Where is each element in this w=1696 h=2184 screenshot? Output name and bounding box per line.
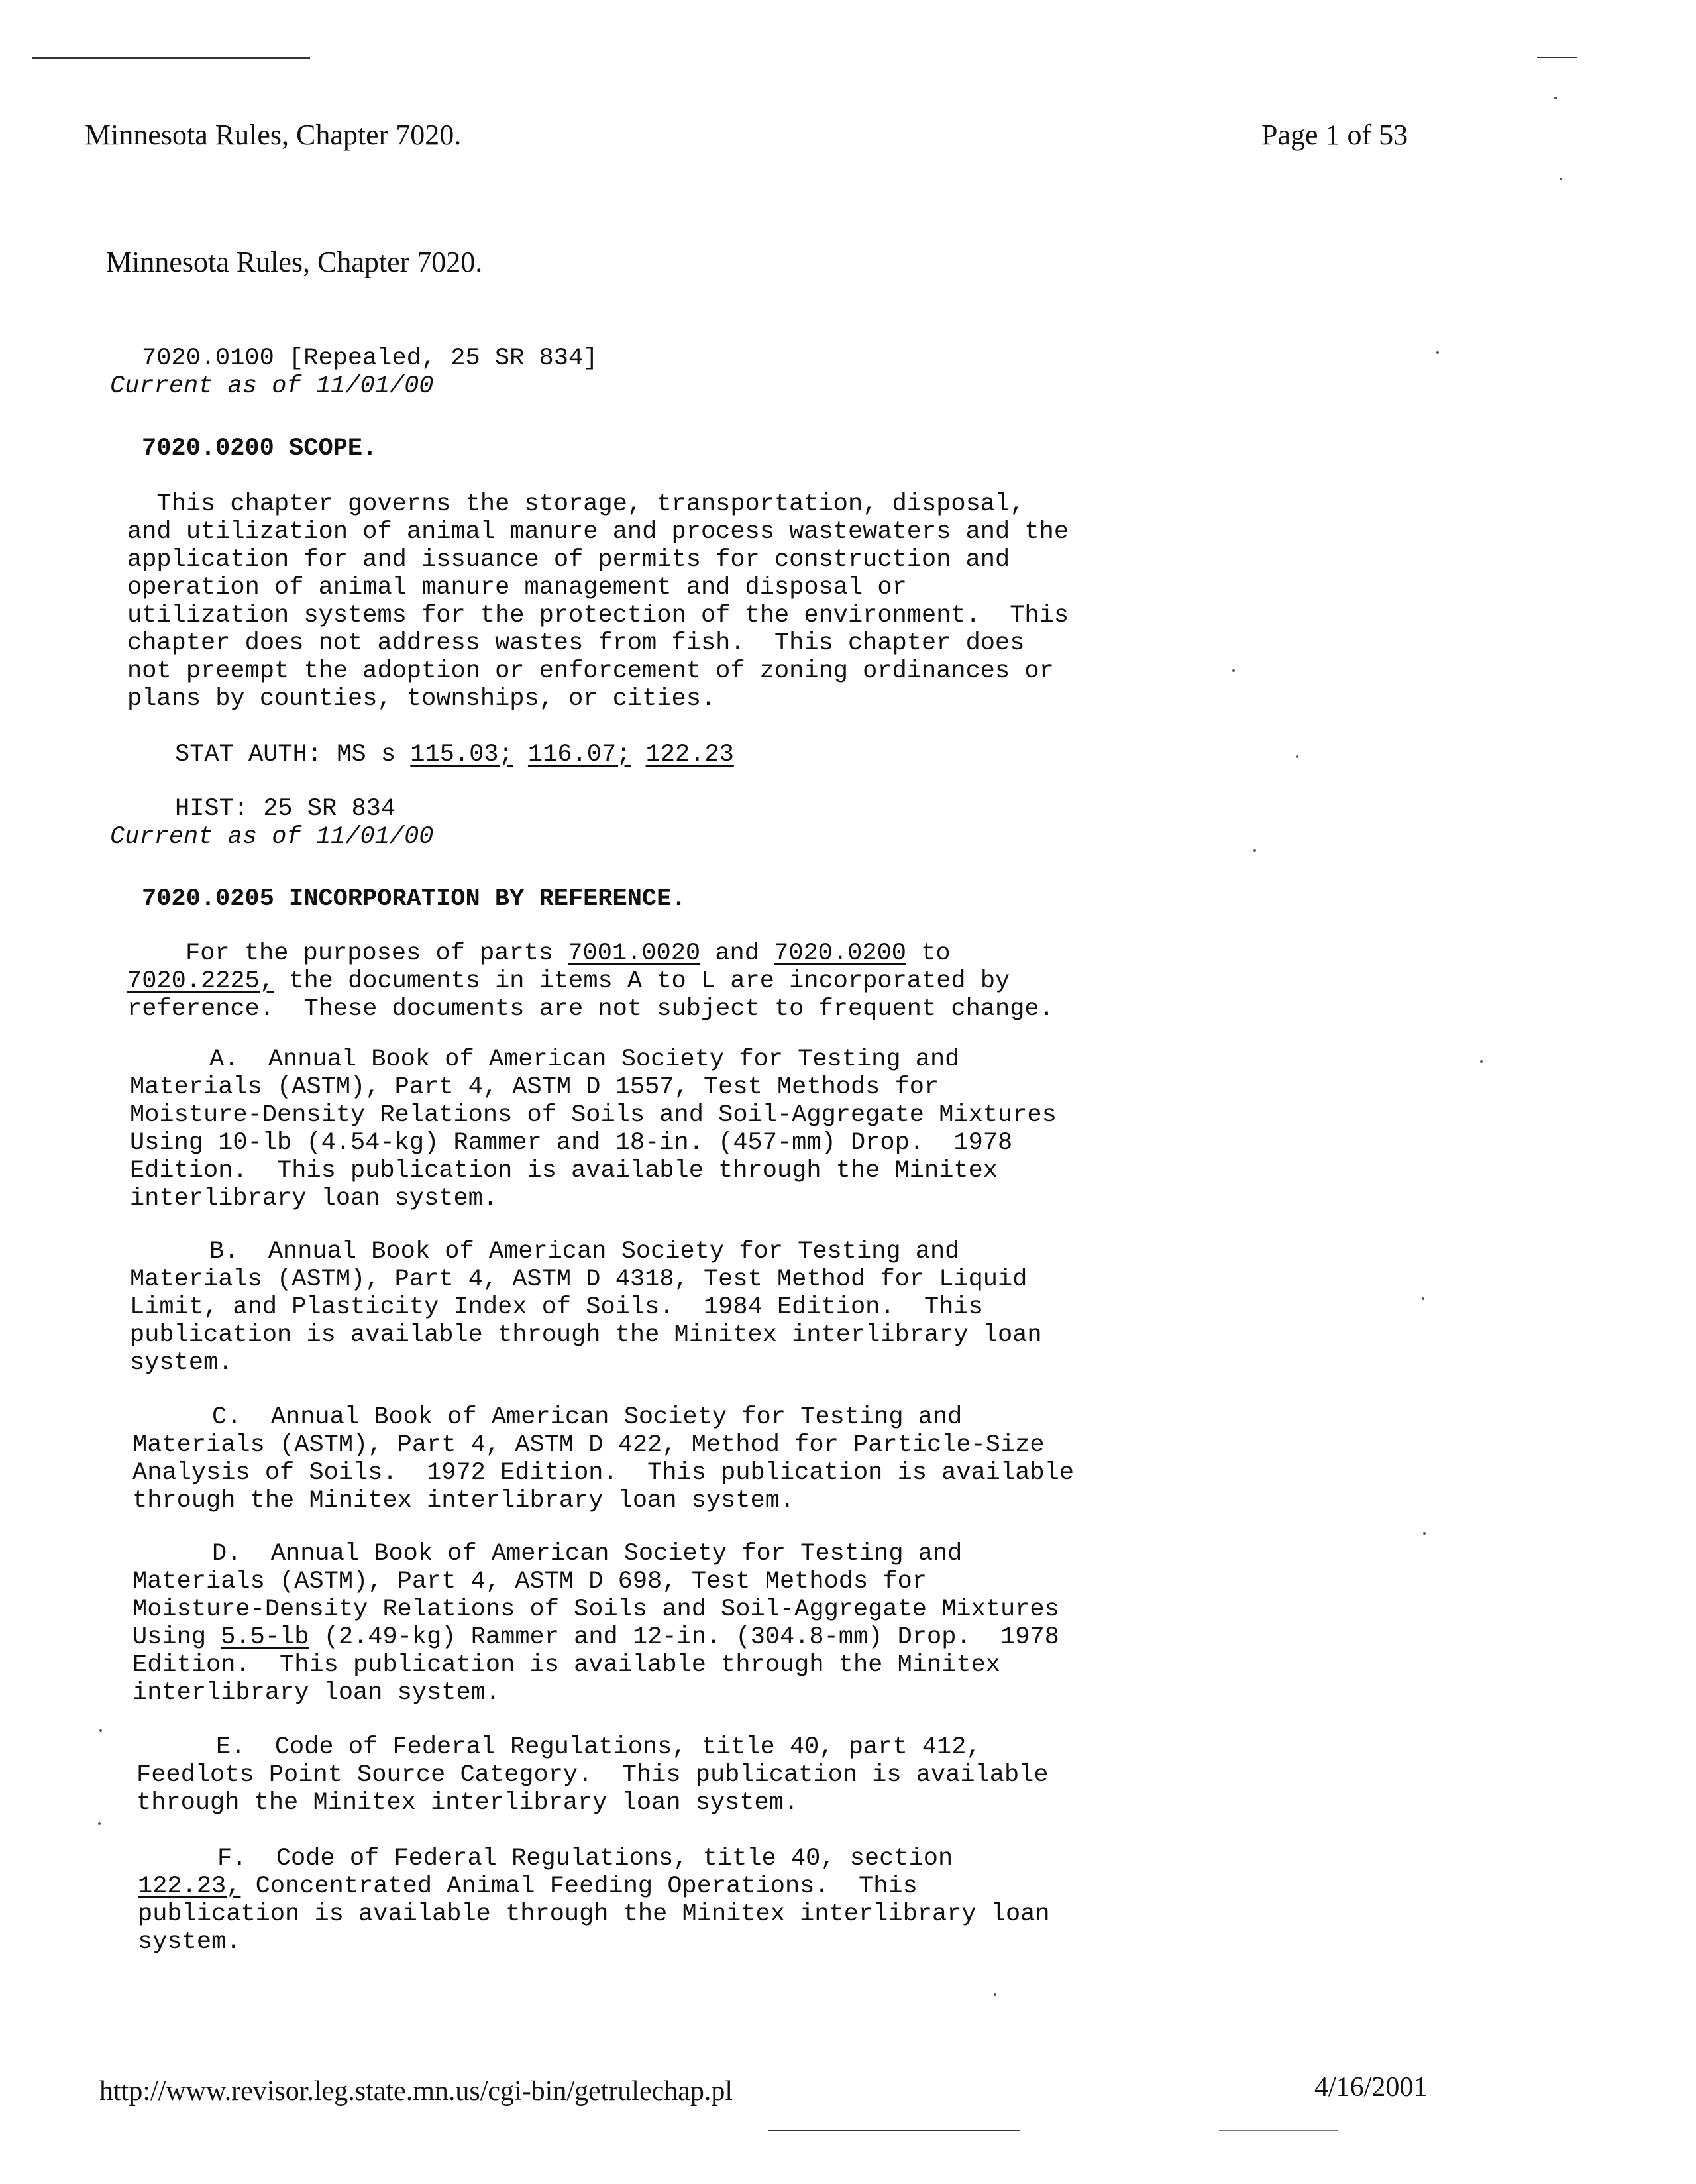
body-line: and utilization of animal manure and process wastewaters and the <box>127 518 1069 546</box>
link-7020-0200[interactable]: 7020.0200 <box>774 940 907 967</box>
scan-speck <box>1480 1060 1483 1063</box>
item-a-line: Materials (ASTM), Part 4, ASTM D 1557, Test Methods for <box>130 1073 939 1101</box>
item-a <box>130 1046 1057 1213</box>
item-b-line: publication is available through the Minitex interlibrary loan <box>130 1321 1042 1349</box>
scan-speck <box>1560 178 1562 180</box>
item-b <box>130 1238 1042 1377</box>
scan-speck <box>1253 849 1256 852</box>
item-a-line: Edition. This publication is available through the Minitex <box>130 1157 998 1185</box>
body-line: plans by counties, townships, or cities. <box>127 685 716 713</box>
item-e <box>136 1733 1049 1817</box>
item-a-line: Moisture-Density Relations of Soils and Soil-Aggregate Mixtures <box>130 1101 1057 1129</box>
item-d-line: D. Annual Book of American Society for Testing and <box>212 1540 963 1568</box>
footer-rule-right <box>1219 2130 1338 2131</box>
item-b-line: system. <box>130 1349 233 1377</box>
scan-speck <box>1296 755 1298 758</box>
item-d <box>132 1540 1059 1707</box>
intro-text: to <box>906 940 951 967</box>
item-d-line: Edition. This publication is available through the Minitex <box>132 1651 1001 1679</box>
section-0205-heading: 7020.0205 INCORPORATION BY REFERENCE. <box>142 885 686 913</box>
footer-date: 4/16/2001 <box>1314 2072 1428 2102</box>
stat-auth-line <box>175 741 734 769</box>
item-d-text: (2.49-kg) Rammer and 12-in. (304.8-mm) Drop. 1978 <box>309 1623 1059 1651</box>
link-5-5-lb[interactable]: 5.5-lb <box>221 1623 309 1651</box>
intro-text: the documents in items A to L are incorporated by <box>274 967 1010 995</box>
item-e-line: Feedlots Point Source Category. This publication is available <box>136 1761 1049 1789</box>
item-c-line: through the Minitex interlibrary loan system. <box>132 1487 795 1515</box>
item-c-line: Materials (ASTM), Part 4, ASTM D 422, Method for Particle-Size <box>132 1431 1045 1459</box>
item-c <box>132 1403 1074 1515</box>
header-chapter-title: Minnesota Rules, Chapter 7020. <box>85 119 462 151</box>
top-rule <box>32 57 310 59</box>
item-f-line: publication is available through the Minitex interlibrary loan <box>138 1900 1050 1928</box>
intro-line-2 <box>127 967 1054 995</box>
body-line: application for and issuance of permits for construction and <box>127 546 1010 574</box>
item-a-line: interlibrary loan system. <box>130 1185 498 1213</box>
scan-speck <box>99 1729 102 1732</box>
stat-link-122-23[interactable]: 122.23 <box>645 741 734 769</box>
body-line: not preempt the adoption or enforcement of zoning ordinances or <box>127 657 1054 685</box>
footer-rule <box>768 2130 1020 2131</box>
body-line: utilization systems for the protection of the environment. This <box>127 602 1069 629</box>
item-c-line: Analysis of Soils. 1972 Edition. This publication is available <box>132 1459 1075 1487</box>
item-d-line: Materials (ASTM), Part 4, ASTM D 698, Test Methods for <box>132 1568 927 1596</box>
item-d-line: interlibrary loan system. <box>132 1679 501 1707</box>
stat-link-115-03[interactable]: 115.03; <box>410 741 513 769</box>
scan-speck <box>1422 1297 1424 1300</box>
intro-line-1 <box>127 940 1054 967</box>
scan-speck <box>1554 97 1557 99</box>
section-0100-heading: 7020.0100 [Repealed, 25 SR 834] <box>142 345 598 372</box>
page-indicator: Page 1 of 53 <box>1261 119 1408 151</box>
link-122-23[interactable]: 122.23, <box>138 1873 241 1900</box>
link-7020-2225[interactable]: 7020.2225, <box>127 967 275 995</box>
body-line: This chapter governs the storage, transportation, disposal, <box>127 490 1025 518</box>
item-d-line: Moisture-Density Relations of Soils and Soil-Aggregate Mixtures <box>132 1596 1059 1623</box>
item-d-text: Using <box>132 1623 221 1651</box>
top-right-rule <box>1537 57 1577 58</box>
item-f-text: Concentrated Animal Feeding Operations. This <box>240 1873 918 1900</box>
item-e-line: E. Code of Federal Regulations, title 40, part 412, <box>216 1733 981 1761</box>
stat-auth-prefix: STAT AUTH: MS s <box>175 741 411 769</box>
link-7001-0020[interactable]: 7001.0020 <box>568 940 701 967</box>
footer-url: http://www.revisor.leg.state.mn.us/cgi-bin/getrulechap.pl <box>99 2076 733 2106</box>
body-line: operation of animal manure management and disposal or <box>127 574 907 602</box>
item-b-line: B. Annual Book of American Society for Testing and <box>209 1238 960 1266</box>
section-0200-current: Current as of 11/01/00 <box>110 823 434 851</box>
item-e-line: through the Minitex interlibrary loan system. <box>136 1789 799 1817</box>
item-f-line: F. Code of Federal Regulations, title 40, section <box>217 1845 953 1873</box>
item-b-line: Materials (ASTM), Part 4, ASTM D 4318, Test Method for Liquid <box>130 1266 1028 1293</box>
doc-title: Minnesota Rules, Chapter 7020. <box>106 246 483 278</box>
scan-speck <box>98 1822 101 1825</box>
item-b-line: Limit, and Plasticity Index of Soils. 1984 Edition. This <box>130 1293 983 1321</box>
stat-link-116-07[interactable]: 116.07; <box>527 741 631 769</box>
intro-text: and <box>700 940 774 967</box>
section-0100-current: Current as of 11/01/00 <box>110 372 434 400</box>
item-f <box>138 1845 1050 1956</box>
body-line: chapter does not address wastes from fish. This chapter does <box>127 629 1025 657</box>
section-0200-heading: 7020.0200 SCOPE. <box>142 435 378 463</box>
scan-speck <box>1423 1532 1426 1535</box>
intro-text: For the purposes of parts <box>186 940 568 967</box>
item-a-line: Using 10-lb (4.54-kg) Rammer and 18-in. (457-mm) Drop. 1978 <box>130 1129 1013 1157</box>
item-c-line: C. Annual Book of American Society for Testing and <box>212 1403 963 1431</box>
item-a-line: A. Annual Book of American Society for Testing and <box>209 1046 960 1073</box>
item-f-line: system. <box>138 1928 241 1956</box>
scan-speck <box>1436 351 1439 354</box>
intro-line-3: reference. These documents are not subject to frequent change. <box>127 995 1054 1023</box>
scan-speck <box>994 1993 996 1996</box>
item-d-line-4 <box>132 1623 1059 1651</box>
section-0205-intro <box>127 940 1054 1023</box>
scan-speck <box>1232 669 1235 672</box>
item-f-line-2 <box>138 1873 1050 1900</box>
section-0200-body <box>127 490 1069 713</box>
hist-line: HIST: 25 SR 834 <box>175 795 396 823</box>
